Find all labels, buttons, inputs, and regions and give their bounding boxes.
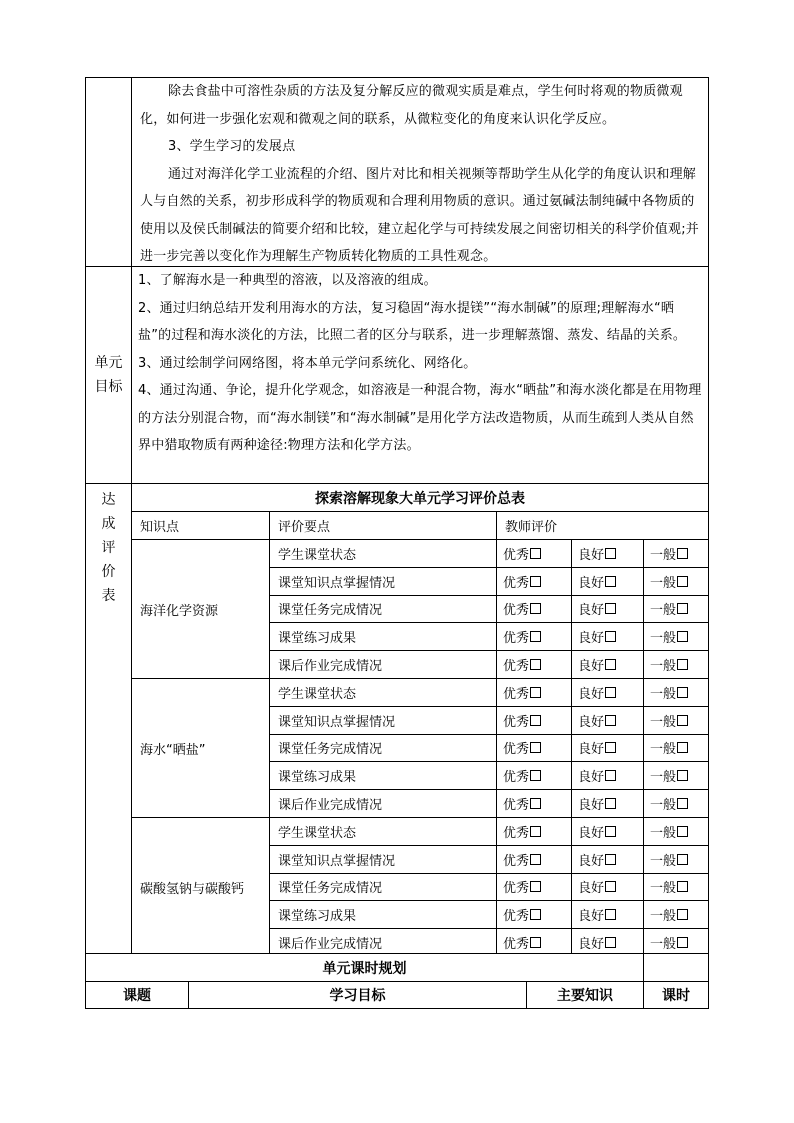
criteria-label: 学生课堂状态 bbox=[278, 825, 357, 841]
criteria-label: 课堂练习成果 bbox=[278, 909, 357, 925]
checkbox-icon[interactable] bbox=[605, 826, 616, 837]
checkbox-icon[interactable] bbox=[605, 576, 616, 587]
criteria-label: 课堂任务完成情况 bbox=[278, 742, 383, 758]
rating-label: 良好 bbox=[578, 575, 605, 591]
rating-label: 良好 bbox=[578, 909, 605, 925]
rating-label: 优秀 bbox=[503, 714, 530, 730]
criteria-label: 课堂任务完成情况 bbox=[278, 881, 383, 897]
unit-goal-item: 2、通过归纳总结开发利用海水的方法，复习稳固“海水提镁”“海水制碱”的原理;理解海水“晒盐”的过程和海水淡化的方法，比照二者的区分与联系，进一步理解蒸馏、蒸发、结晶的关系。 bbox=[138, 300, 687, 343]
rating-label: 优秀 bbox=[503, 631, 530, 647]
criteria-cell bbox=[269, 706, 497, 735]
rating-label: 一般 bbox=[650, 798, 677, 814]
checkbox-icon[interactable] bbox=[677, 826, 688, 837]
header-teacher-evaluation: 教师评价 bbox=[496, 511, 709, 540]
checkbox-icon[interactable] bbox=[677, 687, 688, 698]
rating-option-cell[interactable] bbox=[571, 789, 644, 818]
checkbox-icon[interactable] bbox=[605, 909, 616, 920]
checkbox-icon[interactable] bbox=[605, 659, 616, 670]
rating-label: 一般 bbox=[650, 631, 677, 647]
top-label-cell bbox=[85, 77, 132, 267]
rating-label: 一般 bbox=[650, 770, 677, 786]
header-learning-goal: 学习目标 bbox=[188, 981, 527, 1009]
checkbox-icon[interactable] bbox=[677, 715, 688, 726]
checkbox-icon[interactable] bbox=[677, 548, 688, 559]
checkbox-icon[interactable] bbox=[530, 854, 541, 865]
rating-label: 优秀 bbox=[503, 603, 530, 619]
rating-label: 一般 bbox=[650, 686, 677, 702]
header-class-hours: 课时 bbox=[643, 981, 709, 1009]
rating-label: 良好 bbox=[578, 547, 605, 563]
criteria-cell bbox=[269, 900, 497, 929]
checkbox-icon[interactable] bbox=[530, 659, 541, 670]
criteria-cell bbox=[269, 873, 497, 902]
rating-option-cell[interactable] bbox=[496, 539, 572, 568]
knowledge-point-label: 海水“晒盐” bbox=[140, 742, 206, 758]
checkbox-icon[interactable] bbox=[605, 881, 616, 892]
rating-option-cell[interactable] bbox=[571, 567, 644, 596]
criteria-cell bbox=[269, 595, 497, 624]
checkbox-icon[interactable] bbox=[677, 631, 688, 642]
checkbox-icon[interactable] bbox=[530, 770, 541, 781]
rating-option-cell[interactable] bbox=[643, 789, 709, 818]
criteria-label: 学生课堂状态 bbox=[278, 547, 357, 563]
checkbox-icon[interactable] bbox=[605, 770, 616, 781]
criteria-label: 课堂知识点掌握情况 bbox=[278, 714, 396, 730]
checkbox-icon[interactable] bbox=[530, 881, 541, 892]
rating-option-cell[interactable] bbox=[496, 734, 572, 763]
rating-option-cell[interactable] bbox=[643, 650, 709, 679]
rating-option-cell[interactable] bbox=[643, 539, 709, 568]
rating-option-cell[interactable] bbox=[643, 873, 709, 902]
checkbox-icon[interactable] bbox=[530, 631, 541, 642]
rating-label: 优秀 bbox=[503, 825, 530, 841]
rating-option-cell[interactable] bbox=[496, 845, 572, 874]
rating-label: 良好 bbox=[578, 937, 605, 953]
criteria-label: 课堂知识点掌握情况 bbox=[278, 853, 396, 869]
criteria-label: 课后作业完成情况 bbox=[278, 659, 383, 675]
checkbox-icon[interactable] bbox=[530, 742, 541, 753]
rating-option-cell[interactable] bbox=[643, 622, 709, 651]
criteria-label: 课堂任务完成情况 bbox=[278, 603, 383, 619]
checkbox-icon[interactable] bbox=[530, 576, 541, 587]
checkbox-icon[interactable] bbox=[677, 854, 688, 865]
rating-label: 优秀 bbox=[503, 937, 530, 953]
knowledge-group-cell bbox=[131, 678, 270, 818]
knowledge-group-cell bbox=[131, 539, 270, 679]
rating-option-cell[interactable] bbox=[571, 539, 644, 568]
rating-option-cell[interactable] bbox=[571, 761, 644, 790]
criteria-cell bbox=[269, 678, 497, 707]
rating-option-cell[interactable] bbox=[571, 595, 644, 624]
header-criteria: 评价要点 bbox=[269, 511, 497, 540]
rating-label: 一般 bbox=[650, 825, 677, 841]
rating-label: 优秀 bbox=[503, 798, 530, 814]
header-knowledge: 知识点 bbox=[131, 511, 270, 540]
checkbox-icon[interactable] bbox=[677, 937, 688, 948]
checkbox-icon[interactable] bbox=[605, 715, 616, 726]
criteria-cell bbox=[269, 817, 497, 846]
rating-label: 优秀 bbox=[503, 575, 530, 591]
checkbox-icon[interactable] bbox=[677, 742, 688, 753]
checkbox-icon[interactable] bbox=[530, 798, 541, 809]
evaluation-table-title: 探索溶解现象大单元学习评价总表 bbox=[131, 483, 709, 512]
rating-option-cell[interactable] bbox=[643, 678, 709, 707]
checkbox-icon[interactable] bbox=[530, 826, 541, 837]
rating-label: 良好 bbox=[578, 798, 605, 814]
criteria-label: 课堂练习成果 bbox=[278, 631, 357, 647]
rating-option-cell[interactable] bbox=[571, 706, 644, 735]
evaluation-side-label-cell bbox=[85, 483, 132, 954]
checkbox-icon[interactable] bbox=[605, 798, 616, 809]
rating-label: 一般 bbox=[650, 909, 677, 925]
checkbox-icon[interactable] bbox=[605, 548, 616, 559]
rating-label: 良好 bbox=[578, 686, 605, 702]
header-main-knowledge: 主要知识 bbox=[526, 981, 644, 1009]
checkbox-icon[interactable] bbox=[605, 854, 616, 865]
rating-label: 良好 bbox=[578, 714, 605, 730]
rating-option-cell[interactable] bbox=[643, 817, 709, 846]
rating-option-cell[interactable] bbox=[496, 900, 572, 929]
rating-option-cell[interactable] bbox=[496, 678, 572, 707]
checkbox-icon[interactable] bbox=[677, 576, 688, 587]
criteria-label: 课后作业完成情况 bbox=[278, 798, 383, 814]
checkbox-icon[interactable] bbox=[530, 937, 541, 948]
checkbox-icon[interactable] bbox=[605, 937, 616, 948]
difficulty-paragraph: 除去食盐中可溶性杂质的方法及复分解反应的微观实质是难点，学生何时将观的物质微观化，如何进一步强化宏观和微观之间的联系，从微粒变化的角度来认识化学反应。 bbox=[140, 84, 683, 127]
rating-option-cell[interactable] bbox=[496, 595, 572, 624]
rating-option-cell[interactable] bbox=[496, 567, 572, 596]
criteria-cell bbox=[269, 650, 497, 679]
criteria-cell bbox=[269, 567, 497, 596]
development-heading: 3、学生学习的发展点 bbox=[168, 139, 296, 154]
checkbox-icon[interactable] bbox=[677, 909, 688, 920]
criteria-cell bbox=[269, 734, 497, 763]
checkbox-icon[interactable] bbox=[677, 659, 688, 670]
rating-option-cell[interactable] bbox=[571, 734, 644, 763]
rating-label: 优秀 bbox=[503, 686, 530, 702]
rating-label: 一般 bbox=[650, 575, 677, 591]
rating-option-cell[interactable] bbox=[643, 734, 709, 763]
rating-option-cell[interactable] bbox=[496, 789, 572, 818]
criteria-cell bbox=[269, 622, 497, 651]
rating-label: 优秀 bbox=[503, 659, 530, 675]
checkbox-icon[interactable] bbox=[530, 715, 541, 726]
development-paragraph: 通过对海洋化学工业流程的介绍、图片对比和相关视频等帮助学生从化学的角度认识和理解人与自然的关系，初步形成科学的物质观和合理利用物质的意识。通过氨碱法制纯碱中各物质的使用以及侯氏制碱法的简要介绍和比较，建立起化学与可持续发展之间密切相关的科学价值观;并进一步完善以变化作为理解生产物质转化物质的工具性观念。 bbox=[140, 166, 699, 264]
rating-option-cell[interactable] bbox=[496, 873, 572, 902]
checkbox-icon[interactable] bbox=[677, 881, 688, 892]
checkbox-icon[interactable] bbox=[605, 687, 616, 698]
rating-option-cell[interactable] bbox=[571, 622, 644, 651]
criteria-cell bbox=[269, 789, 497, 818]
criteria-cell bbox=[269, 539, 497, 568]
unit-goal-item: 3、通过绘制学问网络图，将本单元学问系统化、网络化。 bbox=[138, 355, 477, 371]
rating-option-cell[interactable] bbox=[643, 595, 709, 624]
rating-label: 优秀 bbox=[503, 881, 530, 897]
side-label-char: 评 bbox=[101, 540, 116, 556]
rating-label: 优秀 bbox=[503, 853, 530, 869]
rating-label: 良好 bbox=[578, 853, 605, 869]
side-label-char: 成 bbox=[101, 516, 116, 532]
unit-goals-label-cell bbox=[85, 266, 132, 484]
rating-option-cell[interactable] bbox=[571, 678, 644, 707]
unit-goals-content-cell bbox=[131, 266, 709, 484]
checkbox-icon[interactable] bbox=[530, 687, 541, 698]
checkbox-icon[interactable] bbox=[677, 798, 688, 809]
rating-label: 一般 bbox=[650, 603, 677, 619]
rating-option-cell[interactable] bbox=[643, 706, 709, 735]
side-label-char: 表 bbox=[101, 588, 116, 604]
unit-goal-item: 1、了解海水是一种典型的溶液，以及溶液的组成。 bbox=[138, 273, 437, 288]
side-label-char: 价 bbox=[101, 564, 116, 580]
criteria-cell bbox=[269, 845, 497, 874]
rating-label: 良好 bbox=[578, 631, 605, 647]
criteria-cell bbox=[269, 761, 497, 790]
rating-label: 一般 bbox=[650, 714, 677, 730]
rating-label: 一般 bbox=[650, 881, 677, 897]
knowledge-point-label: 海洋化学资源 bbox=[140, 603, 219, 619]
side-label-char: 达 bbox=[101, 492, 116, 508]
criteria-label: 学生课堂状态 bbox=[278, 686, 357, 702]
rating-option-cell[interactable] bbox=[496, 817, 572, 846]
rating-option-cell[interactable] bbox=[571, 650, 644, 679]
rating-label: 良好 bbox=[578, 603, 605, 619]
rating-option-cell[interactable] bbox=[496, 650, 572, 679]
rating-label: 良好 bbox=[578, 742, 605, 758]
checkbox-icon[interactable] bbox=[605, 603, 616, 614]
rating-option-cell[interactable] bbox=[496, 706, 572, 735]
rating-label: 良好 bbox=[578, 825, 605, 841]
rating-option-cell[interactable] bbox=[571, 845, 644, 874]
knowledge-group-cell bbox=[131, 817, 270, 957]
checkbox-icon[interactable] bbox=[605, 631, 616, 642]
rating-label: 一般 bbox=[650, 937, 677, 953]
knowledge-point-label: 碳酸氢钠与碳酸钙 bbox=[140, 881, 245, 897]
rating-option-cell[interactable] bbox=[571, 873, 644, 902]
rating-label: 良好 bbox=[578, 770, 605, 786]
rating-label: 良好 bbox=[578, 881, 605, 897]
rating-label: 一般 bbox=[650, 547, 677, 563]
rating-label: 一般 bbox=[650, 659, 677, 675]
checkbox-icon[interactable] bbox=[677, 603, 688, 614]
rating-option-cell[interactable] bbox=[571, 817, 644, 846]
lesson-plan-title: 单元课时规划 bbox=[85, 953, 644, 982]
rating-option-cell[interactable] bbox=[571, 900, 644, 929]
rating-label: 良好 bbox=[578, 659, 605, 675]
rating-label: 优秀 bbox=[503, 547, 530, 563]
top-content-cell bbox=[131, 77, 709, 267]
unit-goal-item: 4、通过沟通、争论，提升化学观念，如溶液是一种混合物，海水“晒盐”和海水淡化都是在用物理的方法分别混合物，而“海水制镁”和“海水制碱”是用化学方法改造物质，从而生疏到人类从自然界中猎取物质有两种途径:物理方法和化学方法。 bbox=[138, 383, 702, 453]
checkbox-icon[interactable] bbox=[530, 603, 541, 614]
rating-label: 优秀 bbox=[503, 909, 530, 925]
rating-label: 优秀 bbox=[503, 770, 530, 786]
rating-label: 一般 bbox=[650, 853, 677, 869]
rating-option-cell[interactable] bbox=[496, 761, 572, 790]
checkbox-icon[interactable] bbox=[677, 770, 688, 781]
unit-goals-label-line1: 单元 bbox=[94, 355, 123, 371]
criteria-label: 课堂知识点掌握情况 bbox=[278, 575, 396, 591]
header-topic: 课题 bbox=[85, 981, 189, 1009]
rating-option-cell[interactable] bbox=[643, 761, 709, 790]
rating-label: 优秀 bbox=[503, 742, 530, 758]
checkbox-icon[interactable] bbox=[530, 548, 541, 559]
lesson-plan-title-blank bbox=[643, 953, 709, 982]
rating-label: 一般 bbox=[650, 742, 677, 758]
criteria-label: 课后作业完成情况 bbox=[278, 937, 383, 953]
rating-option-cell[interactable] bbox=[643, 845, 709, 874]
checkbox-icon[interactable] bbox=[605, 742, 616, 753]
rating-option-cell[interactable] bbox=[643, 567, 709, 596]
criteria-label: 课堂练习成果 bbox=[278, 770, 357, 786]
rating-option-cell[interactable] bbox=[496, 622, 572, 651]
rating-option-cell[interactable] bbox=[643, 900, 709, 929]
checkbox-icon[interactable] bbox=[530, 909, 541, 920]
unit-goals-label-line2: 目标 bbox=[94, 379, 123, 395]
